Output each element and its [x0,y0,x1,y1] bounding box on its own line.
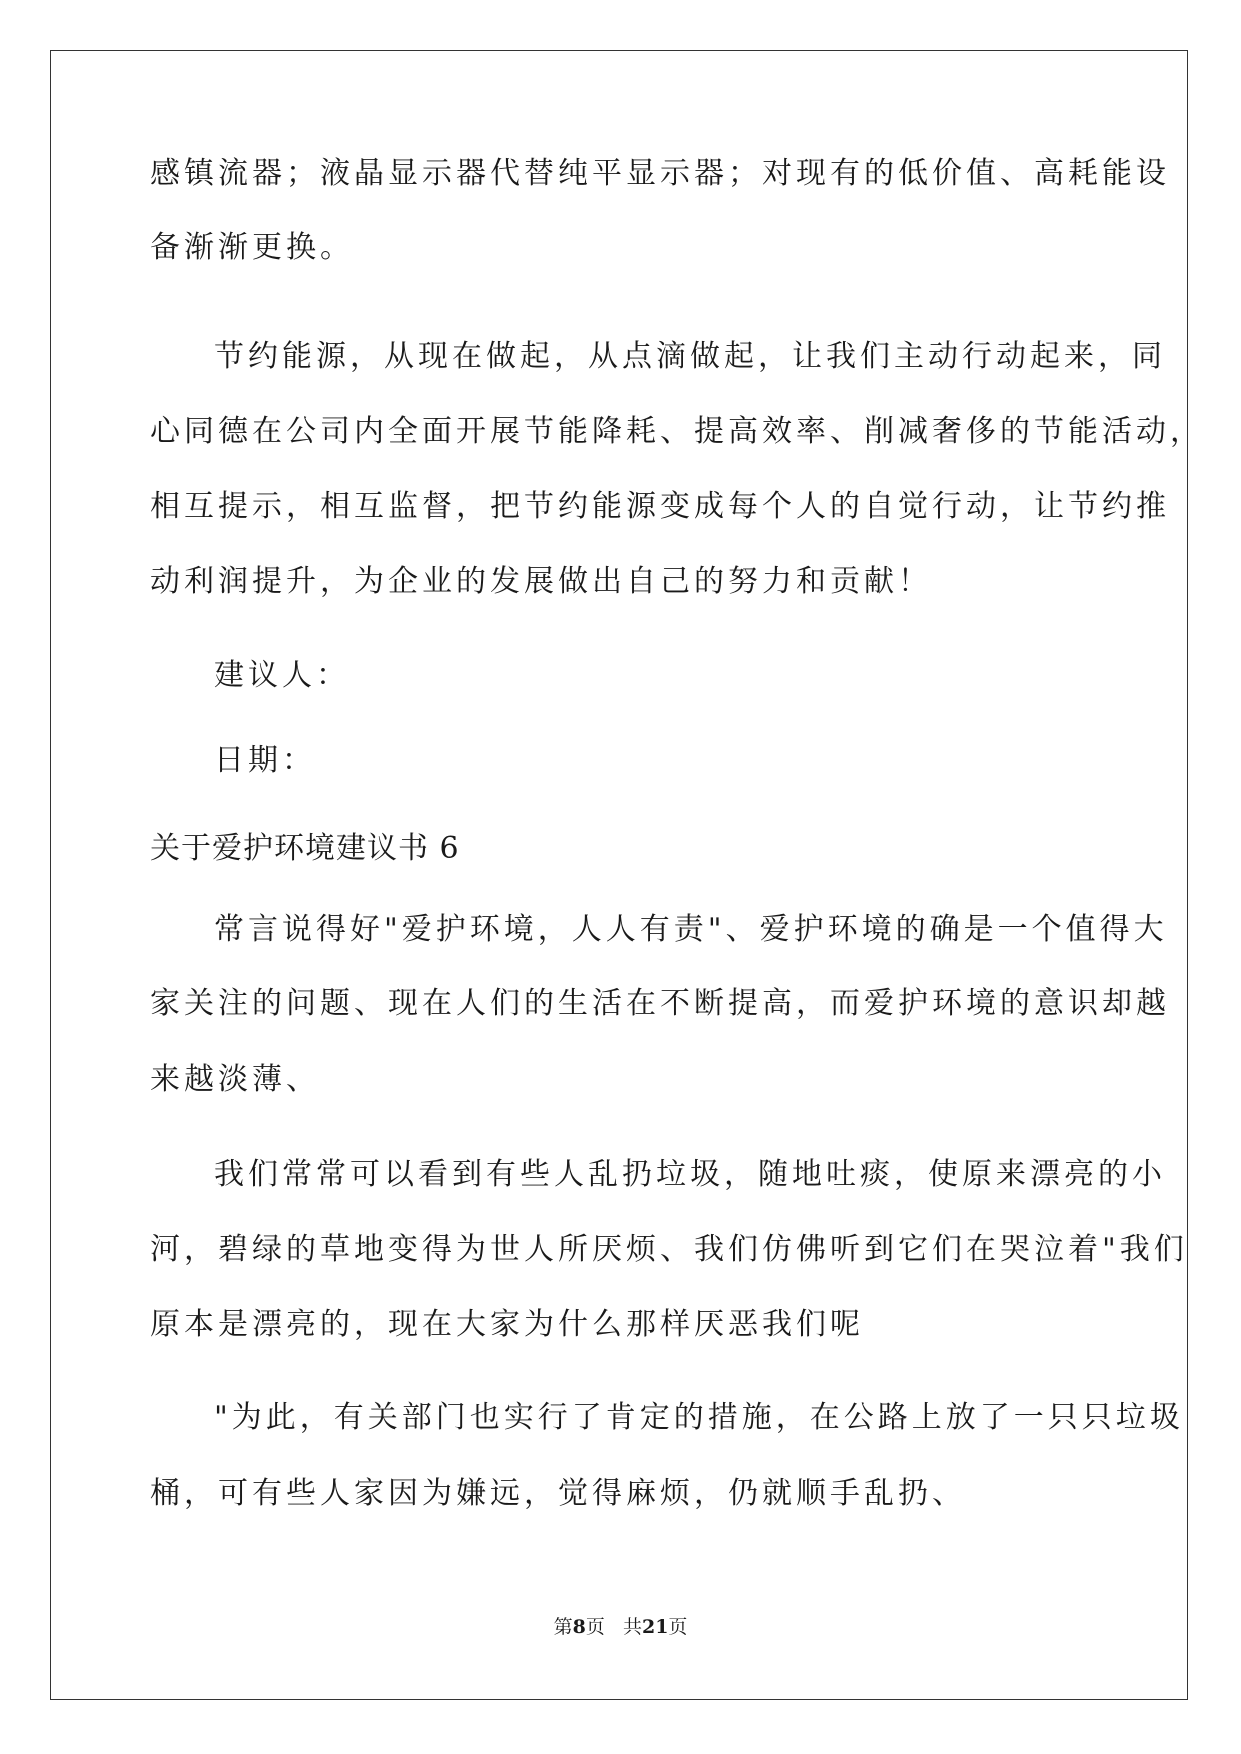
body-line-4: 心同德在公司内全面开展节能降耗、提高效率、削减奢侈的节能活动， [150,414,1204,449]
section-heading: 关于爱护环境建议书 6 [150,831,460,866]
body-line-3: 节约能源，从现在做起，从点滴做起，让我们主动行动起来，同 [214,339,1166,374]
body-line-6: 动利润提升，为企业的发展做出自己的努力和贡献！ [150,564,932,599]
footer-total-pages: 21 [641,1616,669,1638]
footer-page-prefix: 第 [553,1616,573,1638]
footer-page-suffix: 页 [585,1616,605,1638]
body-line-8: 家关注的问题、现在人们的生活在不断提高，而爱护环境的意识却越 [150,986,1170,1021]
footer-page-number: 8 [572,1616,586,1638]
date-label: 日期： [214,743,316,778]
body-line-9: 来越淡薄、 [150,1062,320,1097]
page-border [50,50,1188,1700]
body-line-13: "为此，有关部门也实行了肯定的措施，在公路上放了一只只垃圾 [214,1400,1184,1435]
signer-label: 建议人： [214,658,350,693]
page-footer [0,1615,1241,1639]
body-line-12: 原本是漂亮的，现在大家为什么那样厌恶我们呢 [150,1307,864,1342]
body-line-1: 感镇流器；液晶显示器代替纯平显示器；对现有的低价值、高耗能设 [150,156,1170,191]
body-line-2: 备渐渐更换。 [150,230,354,265]
footer-total-suffix: 页 [668,1616,688,1638]
body-line-7: 常言说得好"爱护环境，人人有责"、爱护环境的确是一个值得大 [214,912,1168,947]
body-line-14: 桶，可有些人家因为嫌远，觉得麻烦，仍就顺手乱扔、 [150,1476,966,1511]
footer-total-prefix: 共 [622,1616,642,1638]
body-line-11: 河，碧绿的草地变得为世人所厌烦、我们仿佛听到它们在哭泣着"我们 [150,1232,1188,1267]
body-line-5: 相互提示，相互监督，把节约能源变成每个人的自觉行动，让节约推 [150,489,1170,524]
body-line-10: 我们常常可以看到有些人乱扔垃圾，随地吐痰，使原来漂亮的小 [214,1157,1166,1192]
